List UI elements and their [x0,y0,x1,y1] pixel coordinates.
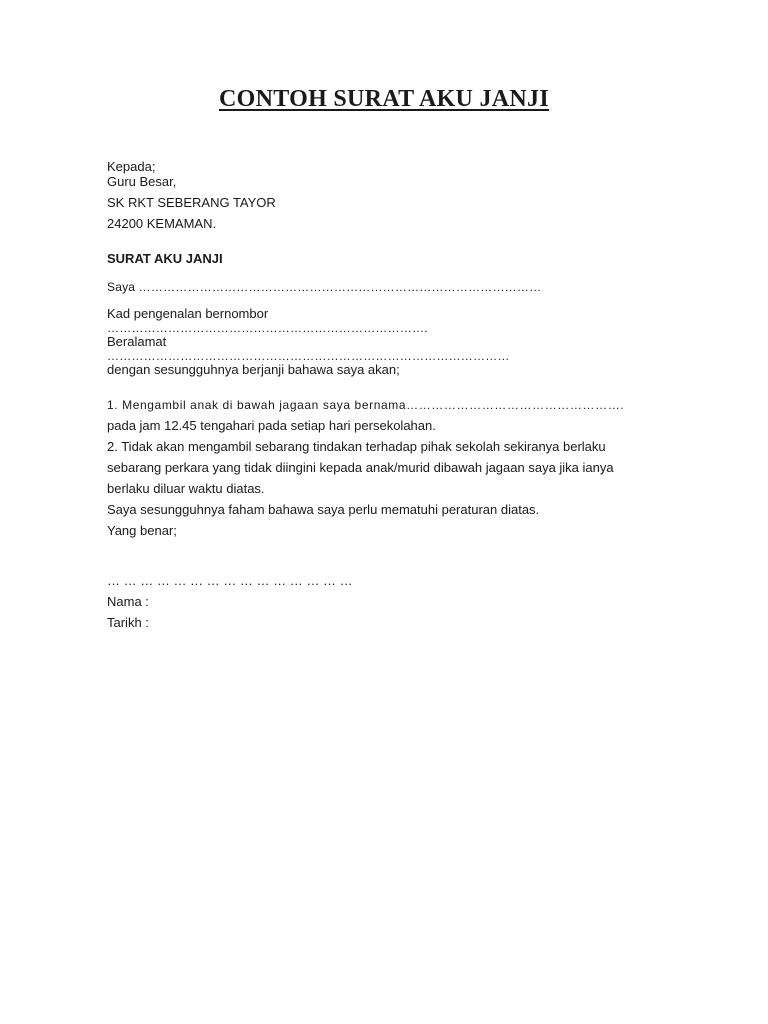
ic-label: Kad pengenalan bernombor [107,306,269,321]
address-school: SK RKT SEBERANG TAYOR [107,195,276,210]
item-2-line-1: 2. Tidak akan mengambil sebarang tindakan terhadap pihak sekolah sekiranya berlaku [107,439,606,454]
item-2-line-2: sebarang perkara yang tidak diingini kepada anak/murid dibawah jagaan saya jika ianya [107,460,614,475]
saya-field: Saya ……………………………………………………………………………………… [107,280,542,294]
ic-dots: ……………………………………………………………………. [107,321,428,335]
address-to: Kepada; [107,159,156,174]
address-label: Beralamat [107,334,167,349]
pledge-intro: dengan sesungguhnya berjanji bahawa saya akan; [107,362,400,377]
tarikh-label: Tarikh : [107,615,149,630]
letter-heading: SURAT AKU JANJI [107,251,223,266]
yang-benar: Yang benar; [107,523,177,538]
item-1-line-1: 1. Mengambil anak di bawah jagaan saya bernama……………………………………………. [107,398,625,412]
item-2-line-3: berlaku diluar waktu diatas. [107,481,265,496]
address-dots: ……………………………………………………………………………………… [107,349,510,363]
nama-label: Nama : [107,594,149,609]
closing-statement: Saya sesungguhnya faham bahawa saya perlu mematuhi peraturan diatas. [107,502,540,517]
address-postcode-city: 24200 KEMAMAN. [107,216,217,231]
document-title: CONTOH SURAT AKU JANJI [219,86,549,112]
item-1-line-2: pada jam 12.45 tengahari pada setiap hari persekolahan. [107,418,436,433]
address-recipient: Guru Besar, [107,174,177,189]
signature-line: … … … … … … … … … … … … … … … [107,573,353,588]
